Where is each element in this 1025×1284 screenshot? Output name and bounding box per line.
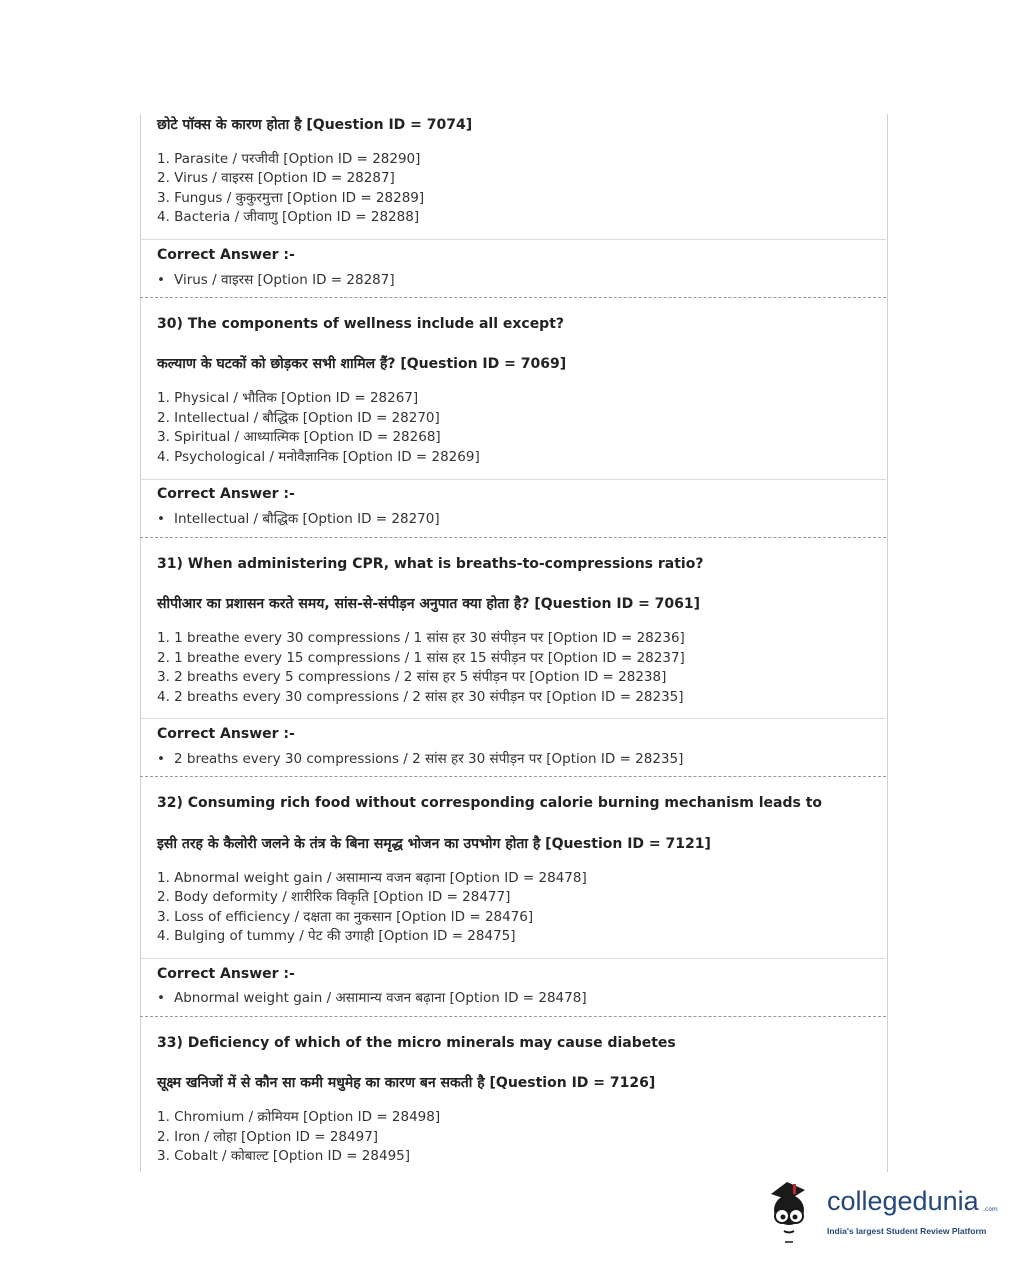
question-33-hindi: सूक्ष्म खनिजों में से कौन सा कमी मधुमेह का कारण बन सकती है [Question ID = 7126] [157, 1075, 656, 1091]
question-33-english: 33) Deficiency of which of the micro minerals may cause diabetes [157, 1035, 676, 1051]
option-29-2: 2. Virus / वाइरस [Option ID = 28287] [157, 170, 395, 186]
brand-domain: .com [983, 1206, 998, 1213]
correct-answer-32: • Abnormal weight gain / असामान्य वजन बढ़ाना [Option ID = 28478] [157, 990, 587, 1006]
question-30-hindi: कल्याण के घटकों को छोड़कर सभी शामिल हैं? [Question ID = 7069] [157, 356, 567, 372]
question-32-hindi: इसी तरह के कैलोरी जलने के तंत्र के बिना समृद्ध भोजन का उपभोग होता है [Question ID = 7121] [157, 836, 711, 852]
separator [140, 479, 886, 480]
brand-name: collegedunia [827, 1186, 979, 1216]
correct-answer-label: Correct Answer :- [157, 247, 295, 263]
mascot-icon [771, 1182, 805, 1242]
correct-answer-label: Correct Answer :- [157, 726, 295, 742]
option-30-2: 2. Intellectual / बौद्धिक [Option ID = 28270] [157, 410, 440, 426]
option-32-1: 1. Abnormal weight gain / असामान्य वजन बढ़ाना [Option ID = 28478] [157, 870, 587, 886]
correct-answer-label: Correct Answer :- [157, 966, 295, 982]
option-31-3: 3. 2 breaths every 5 compressions / 2 सांस हर 5 संपीड़न पर [Option ID = 28238] [157, 669, 667, 685]
answer-text: 2 breaths every 30 compressions / 2 सांस हर 30 संपीड़न पर [Option ID = 28235] [174, 751, 684, 767]
question-31-hindi: सीपीआर का प्रशासन करते समय, सांस-से-संपीड़न अनुपात क्या होता है? [Question ID = 7061] [157, 596, 701, 612]
option-31-1: 1. 1 breathe every 30 compressions / 1 सांस हर 30 संपीड़न पर [Option ID = 28236] [157, 630, 685, 646]
question-29-hindi: छोटे पॉक्स के कारण होता है [Question ID = 7074] [157, 117, 473, 133]
option-31-4: 4. 2 breaths every 30 compressions / 2 सांस हर 30 संपीड़न पर [Option ID = 28235] [157, 689, 684, 705]
option-32-2: 2. Body deformity / शारीरिक विकृति [Option ID = 28477] [157, 889, 511, 905]
option-30-3: 3. Spiritual / आध्यात्मिक [Option ID = 28268] [157, 429, 441, 445]
option-29-3: 3. Fungus / कुकुरमुत्ता [Option ID = 28289] [157, 190, 425, 206]
option-32-3: 3. Loss of efficiency / दक्षता का नुकसान [Option ID = 28476] [157, 909, 534, 925]
option-30-1: 1. Physical / भौतिक [Option ID = 28267] [157, 390, 419, 406]
option-29-1: 1. Parasite / परजीवी [Option ID = 28290] [157, 151, 421, 167]
option-33-3: 3. Cobalt / कोबाल्ट [Option ID = 28495] [157, 1148, 411, 1164]
brand-tagline: India's largest Student Review Platform [827, 1226, 987, 1236]
question-divider [140, 776, 886, 777]
question-divider [140, 1016, 886, 1017]
question-divider [140, 537, 886, 538]
correct-answer-30: • Intellectual / बौद्धिक [Option ID = 28270] [157, 511, 440, 527]
option-33-1: 1. Chromium / क्रोमियम [Option ID = 28498] [157, 1109, 441, 1125]
answer-text: Abnormal weight gain / असामान्य वजन बढ़ाना [Option ID = 28478] [174, 990, 587, 1006]
separator [140, 958, 886, 959]
option-33-2: 2. Iron / लोहा [Option ID = 28497] [157, 1129, 379, 1145]
correct-answer-29: • Virus / वाइरस [Option ID = 28287] [157, 272, 395, 288]
correct-answer-31: • 2 breaths every 30 compressions / 2 सांस हर 30 संपीड़न पर [Option ID = 28235] [157, 751, 684, 767]
question-31-english: 31) When administering CPR, what is breaths-to-compressions ratio? [157, 556, 704, 572]
separator [140, 718, 886, 719]
option-30-4: 4. Psychological / मनोवैज्ञानिक [Option ID = 28269] [157, 449, 480, 465]
question-32-english: 32) Consuming rich food without corresponding calorie burning mechanism leads to [157, 795, 823, 811]
separator [140, 239, 886, 240]
question-30-english: 30) The components of wellness include all except? [157, 316, 565, 332]
option-31-2: 2. 1 breathe every 15 compressions / 1 सांस हर 15 संपीड़न पर [Option ID = 28237] [157, 650, 685, 666]
question-divider [140, 297, 886, 298]
answer-text: Virus / वाइरस [Option ID = 28287] [174, 272, 395, 288]
correct-answer-label: Correct Answer :- [157, 486, 295, 502]
answer-text: Intellectual / बौद्धिक [Option ID = 28270] [174, 511, 440, 527]
option-32-4: 4. Bulging of tummy / पेट की उगाही [Option ID = 28475] [157, 928, 516, 944]
option-29-4: 4. Bacteria / जीवाणु [Option ID = 28288] [157, 209, 420, 225]
